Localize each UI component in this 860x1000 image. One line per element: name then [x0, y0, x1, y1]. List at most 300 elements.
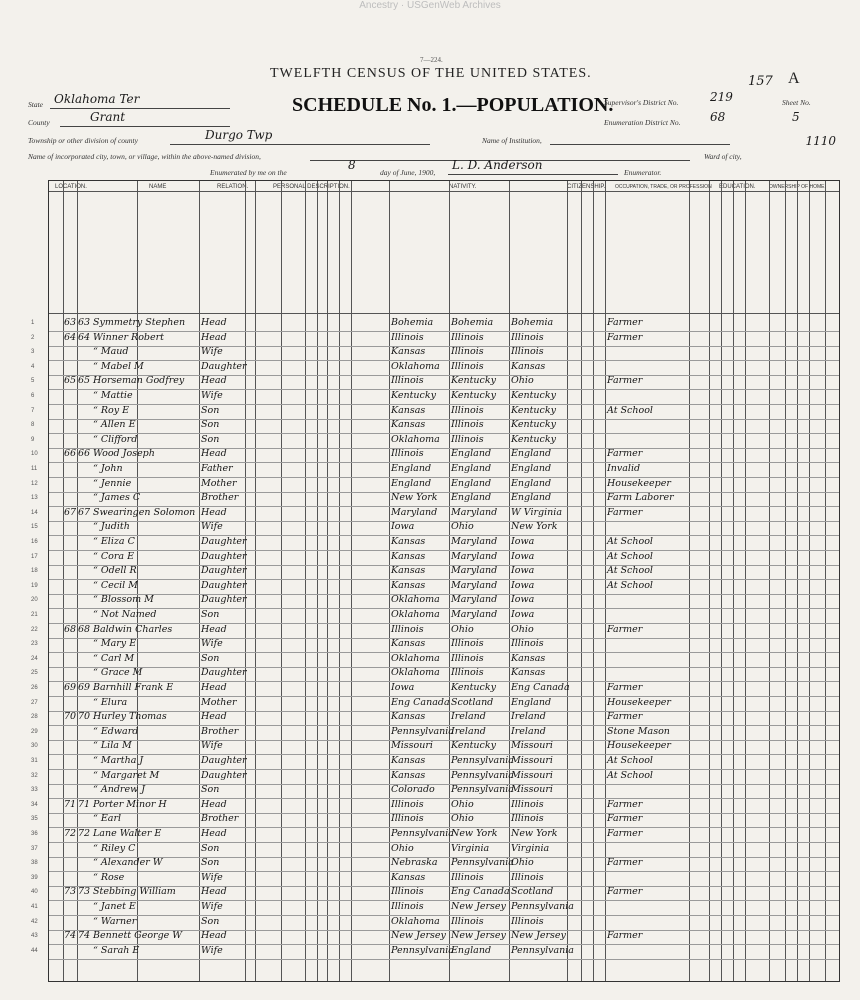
birthplace: Oklahoma — [391, 609, 440, 620]
father-birthplace: Maryland — [451, 579, 498, 591]
col-name: NAME — [149, 184, 167, 190]
birthplace: Pennsylvania — [391, 725, 454, 737]
person-name: “ Cora E — [93, 550, 135, 562]
relation: Son — [201, 784, 220, 796]
father-birthplace: Ireland — [451, 725, 486, 737]
person-name: Lane Walter E — [93, 828, 162, 839]
relation: Son — [201, 433, 220, 445]
line-number: 26 — [31, 685, 38, 691]
page-number: 157 — [748, 74, 773, 89]
relation: Wife — [201, 521, 223, 533]
father-birthplace: England — [451, 944, 492, 956]
father-birthplace: England — [451, 477, 492, 489]
line-number: 21 — [31, 612, 38, 618]
birthplace: Oklahoma — [391, 594, 440, 606]
form-number: 7—224. — [420, 56, 443, 64]
father-birthplace: Illinois — [451, 638, 484, 650]
birthplace: Ohio — [391, 842, 414, 854]
birthplace: Kentucky — [391, 390, 436, 401]
table-row — [31, 842, 839, 857]
relation: Father — [201, 463, 233, 474]
table-row — [31, 667, 839, 681]
birthplace: Kansas — [391, 550, 426, 562]
census-title: TWELFTH CENSUS OF THE UNITED STATES. — [270, 66, 592, 81]
line-number: 16 — [31, 539, 38, 545]
line-number: 36 — [31, 831, 38, 837]
birthplace: Illinois — [391, 798, 424, 810]
dwelling-number: 65 — [64, 375, 77, 387]
table-row — [31, 915, 839, 930]
occupation: Farmer — [607, 828, 643, 839]
enumerator-name: L. D. Anderson — [452, 158, 543, 172]
relation: Daughter — [201, 667, 247, 679]
person-name: “ Edward — [93, 725, 139, 737]
table-row — [31, 857, 839, 871]
line-number: 35 — [31, 816, 38, 823]
father-birthplace: Pennsylvania — [451, 784, 514, 796]
enumeration-number: 68 — [710, 110, 726, 124]
line-number: 13 — [31, 495, 38, 502]
col-citizenship: CITIZENSHIP. — [567, 184, 606, 190]
father-birthplace: New York — [451, 828, 498, 839]
table-row — [31, 944, 839, 959]
mother-birthplace: New York — [511, 521, 558, 533]
table-row — [31, 623, 839, 638]
relation: Wife — [201, 901, 223, 912]
occupation: At School — [607, 565, 653, 577]
father-birthplace: Illinois — [451, 346, 484, 358]
line-number: 20 — [31, 597, 38, 604]
sheet-number: 5 — [792, 110, 800, 124]
birthplace: Kansas — [391, 638, 426, 650]
person-name: Bennett George W — [93, 930, 183, 942]
enumeration-label: Enumeration District No. — [604, 118, 681, 127]
table-row — [31, 725, 839, 740]
township-value: Durgo Twp — [205, 128, 273, 142]
person-name: Baldwin Charles — [93, 623, 173, 635]
table-row — [31, 682, 839, 696]
col-education: EDUCATION. — [719, 184, 756, 190]
birthplace: New Jersey — [391, 930, 446, 942]
table-row — [31, 755, 839, 769]
person-name: “ Jennie — [93, 477, 132, 489]
mother-birthplace: Iowa — [511, 609, 535, 620]
father-birthplace: Kentucky — [451, 375, 496, 387]
person-name: Barnhill Frank E — [93, 682, 174, 693]
relation: Son — [201, 915, 220, 927]
line-number: 37 — [31, 845, 38, 852]
state-value: Oklahoma Ter — [54, 92, 140, 106]
enumerated-label: Enumerated by me on the — [210, 168, 287, 177]
person-name: “ Sarah E — [93, 944, 140, 956]
occupation: At School — [607, 404, 653, 416]
table-row — [31, 711, 839, 725]
mother-birthplace: Ireland — [511, 711, 546, 723]
relation: Head — [201, 828, 227, 839]
birthplace: Missouri — [391, 740, 433, 752]
father-birthplace: England — [451, 492, 492, 504]
line-number: 43 — [31, 933, 38, 940]
occupation: Farm Laborer — [607, 492, 674, 504]
occupation: At School — [607, 579, 653, 591]
person-name: Stebbing William — [93, 886, 176, 898]
occupation: Farmer — [607, 375, 643, 387]
relation: Wife — [201, 944, 223, 956]
dwelling-number: 69 — [64, 682, 77, 693]
table-row — [31, 375, 839, 389]
mother-birthplace: Kentucky — [511, 404, 556, 416]
table-row — [31, 696, 839, 711]
line-number: 33 — [31, 787, 38, 794]
father-birthplace: New Jersey — [451, 901, 506, 912]
father-birthplace: Illinois — [451, 331, 484, 343]
relation: Head — [201, 623, 227, 635]
occupation: Farmer — [607, 506, 643, 518]
person-name: “ Blossom M — [93, 594, 154, 606]
line-number: 30 — [31, 743, 38, 750]
line-number: 23 — [31, 641, 38, 648]
dwelling-number: 68 — [64, 623, 77, 635]
dwelling-number: 67 — [64, 506, 77, 518]
father-birthplace: Pennsylvania — [451, 857, 514, 869]
table-row — [31, 784, 839, 798]
table-row — [31, 886, 839, 900]
birthplace: Illinois — [391, 901, 424, 912]
person-name: “ Mary E — [93, 638, 137, 650]
relation: Brother — [201, 813, 239, 825]
mother-birthplace: Pennsylvania — [511, 901, 574, 912]
relation: Son — [201, 609, 220, 620]
occupation: Farmer — [607, 682, 643, 693]
birthplace: Iowa — [391, 521, 415, 533]
supervisor-number: 219 — [710, 90, 733, 104]
person-name: “ Clifford — [93, 433, 138, 445]
occupation: At School — [607, 536, 653, 547]
table-row — [31, 769, 839, 784]
relation: Head — [201, 317, 227, 328]
table-row — [31, 930, 839, 944]
line-number: 1 — [31, 320, 35, 326]
table-row — [31, 477, 839, 492]
person-name: “ Allen E — [93, 419, 136, 431]
father-birthplace: Illinois — [451, 915, 484, 927]
mother-birthplace: New Jersey — [511, 930, 566, 942]
dwelling-number: 74 — [64, 930, 77, 942]
county-label: County — [28, 118, 50, 127]
relation: Wife — [201, 871, 223, 883]
relation: Wife — [201, 638, 223, 650]
mother-birthplace: Illinois — [511, 331, 544, 343]
occupation: Farmer — [607, 331, 643, 343]
mother-birthplace: Kansas — [511, 360, 546, 372]
father-birthplace: Scotland — [451, 696, 494, 708]
father-birthplace: Maryland — [451, 609, 498, 620]
line-number: 17 — [31, 553, 38, 560]
father-birthplace: Illinois — [451, 871, 484, 883]
table-row — [31, 901, 839, 915]
person-name: Symmetry Stephen — [93, 317, 186, 328]
table-row — [31, 579, 839, 594]
dwelling-number: 64 — [64, 331, 77, 343]
table-row — [31, 740, 839, 754]
occupation: Stone Mason — [607, 725, 670, 737]
line-number: 38 — [31, 860, 38, 867]
family-number: 72 — [78, 828, 91, 839]
occupation: Invalid — [607, 463, 641, 474]
relation: Daughter — [201, 550, 247, 562]
table-row — [31, 609, 839, 623]
mother-birthplace: England — [511, 477, 552, 489]
birthplace: Kansas — [391, 579, 426, 591]
line-number: 42 — [31, 918, 38, 925]
table-row — [31, 871, 839, 886]
person-name: “ Not Named — [93, 609, 157, 620]
mother-birthplace: Illinois — [511, 798, 544, 810]
table-row — [31, 463, 839, 477]
mother-birthplace: Iowa — [511, 536, 535, 547]
father-birthplace: Bohemia — [451, 317, 494, 328]
person-name: “ Mabel M — [93, 360, 144, 372]
mother-birthplace: Ohio — [511, 375, 534, 387]
col-location: LOCATION. — [55, 184, 87, 190]
father-birthplace: Eng Canada — [451, 886, 510, 898]
relation: Son — [201, 842, 220, 854]
mother-birthplace: Kentucky — [511, 433, 556, 445]
family-number: 65 — [78, 375, 91, 387]
father-birthplace: Ohio — [451, 798, 474, 810]
birthplace: Illinois — [391, 623, 424, 635]
line-number: 40 — [31, 889, 38, 896]
table-row — [31, 506, 839, 521]
table-row — [31, 448, 839, 462]
city-label: Name of incorporated city, town, or village, within the above-named division, — [28, 152, 261, 161]
mother-birthplace: Iowa — [511, 579, 535, 591]
relation: Head — [201, 375, 227, 387]
line-number: 22 — [31, 626, 38, 633]
person-name: “ Warner — [93, 915, 137, 927]
birthplace: Illinois — [391, 813, 424, 825]
relation: Head — [201, 506, 227, 518]
relation: Son — [201, 652, 220, 664]
line-number: 14 — [31, 509, 38, 516]
institution-underline — [550, 144, 730, 145]
father-birthplace: Maryland — [451, 506, 498, 518]
occupation: Farmer — [607, 798, 643, 810]
col-nativity: NATIVITY. — [449, 184, 477, 190]
table-row — [31, 828, 839, 842]
occupation: Housekeeper — [607, 740, 671, 752]
father-birthplace: Illinois — [451, 652, 484, 664]
mother-birthplace: Ohio — [511, 857, 534, 869]
occupation: Farmer — [607, 711, 643, 723]
sheet-label: Sheet No. — [782, 98, 811, 107]
line-number: 12 — [31, 480, 38, 487]
birthplace: Kansas — [391, 871, 426, 883]
birthplace: Colorado — [391, 784, 435, 796]
birthplace: Iowa — [391, 682, 415, 693]
father-birthplace: Kentucky — [451, 390, 496, 401]
relation: Head — [201, 448, 227, 460]
table-row — [31, 521, 839, 535]
mother-birthplace: Kansas — [511, 667, 546, 679]
table-row — [31, 390, 839, 404]
occupation: Farmer — [607, 623, 643, 635]
table-row — [31, 317, 839, 331]
day-value: 8 — [348, 158, 356, 172]
mother-birthplace: Ireland — [511, 725, 546, 737]
father-birthplace: Maryland — [451, 550, 498, 562]
table-row — [31, 433, 839, 448]
birthplace: Pennsylvania — [391, 828, 454, 839]
schedule-title: SCHEDULE No. 1.—POPULATION. — [292, 94, 614, 116]
person-name: “ Maud — [93, 346, 129, 358]
line-number: 34 — [31, 801, 38, 808]
mother-birthplace: Iowa — [511, 565, 535, 577]
table-row — [31, 638, 839, 652]
person-name: Swearingen Solomon — [93, 506, 196, 518]
line-number: 8 — [31, 422, 35, 429]
birthplace: Illinois — [391, 375, 424, 387]
birthplace: Illinois — [391, 448, 424, 460]
watermark: Ancestry · USGenWeb Archives — [359, 0, 501, 11]
mother-birthplace: Illinois — [511, 346, 544, 358]
birthplace: Kansas — [391, 536, 426, 547]
person-name: “ Eliza C — [93, 536, 135, 547]
birthplace: Kansas — [391, 769, 426, 781]
relation: Daughter — [201, 594, 247, 606]
mother-birthplace: Eng Canada — [511, 682, 570, 693]
line-number: 19 — [31, 582, 38, 589]
birthplace: New York — [391, 492, 438, 504]
mother-birthplace: Kansas — [511, 652, 546, 664]
mother-birthplace: Illinois — [511, 871, 544, 883]
family-number: 70 — [78, 711, 91, 723]
birthplace: Illinois — [391, 331, 424, 343]
line-number: 11 — [31, 466, 38, 472]
birthplace: Kansas — [391, 404, 426, 416]
occupation: Farmer — [607, 448, 643, 460]
relation: Wife — [201, 346, 223, 358]
occupation: Farmer — [607, 813, 643, 825]
mother-birthplace: Ohio — [511, 623, 534, 635]
person-name: “ Cecil M — [93, 579, 138, 591]
relation: Mother — [201, 696, 237, 708]
mother-birthplace: Bohemia — [511, 317, 554, 328]
person-name: Hurley Thomas — [93, 711, 167, 723]
line-number: 28 — [31, 714, 38, 721]
table-row — [31, 565, 839, 579]
line-number: 27 — [31, 699, 38, 706]
ward-label: Ward of city, — [704, 152, 742, 161]
line-number: 15 — [31, 524, 38, 531]
birthplace: Eng Canada — [391, 696, 450, 708]
mother-birthplace: England — [511, 492, 552, 504]
birthplace: Nebraska — [391, 857, 438, 869]
person-name: “ Rose — [93, 871, 125, 883]
father-birthplace: Ohio — [451, 623, 474, 635]
father-birthplace: New Jersey — [451, 930, 506, 942]
dwelling-number: 71 — [64, 798, 77, 810]
table-row — [31, 492, 839, 506]
occupation: At School — [607, 769, 653, 781]
relation: Head — [201, 331, 227, 343]
mother-birthplace: Illinois — [511, 915, 544, 927]
relation: Brother — [201, 725, 239, 737]
occupation: Farmer — [607, 886, 643, 898]
birthplace: Kansas — [391, 755, 426, 766]
mother-birthplace: Iowa — [511, 550, 535, 562]
mother-birthplace: Missouri — [511, 784, 553, 796]
person-name: Wood Joseph — [93, 448, 155, 460]
relation: Head — [201, 930, 227, 942]
person-name: “ Margaret M — [93, 769, 160, 781]
mother-birthplace: England — [511, 696, 552, 708]
relation: Son — [201, 419, 220, 431]
birthplace: Kansas — [391, 711, 426, 723]
father-birthplace: Maryland — [451, 594, 498, 606]
birthplace: Maryland — [391, 506, 438, 518]
birthplace: Kansas — [391, 419, 426, 431]
table-row — [31, 652, 839, 667]
dwelling-number: 63 — [64, 317, 77, 328]
table-row — [31, 419, 839, 433]
father-birthplace: Kentucky — [451, 740, 496, 752]
mother-birthplace: Illinois — [511, 638, 544, 650]
person-name: “ Lila M — [93, 740, 132, 752]
table-row — [31, 404, 839, 419]
person-name: “ Judith — [93, 521, 130, 533]
enumerator-label: Enumerator. — [624, 168, 662, 177]
line-number: 6 — [31, 393, 35, 399]
relation: Daughter — [201, 579, 247, 591]
line-number: 29 — [31, 728, 38, 735]
mother-birthplace: Scotland — [511, 886, 554, 898]
line-number: 39 — [31, 874, 38, 881]
person-name: Winner Robert — [93, 331, 164, 343]
occupation: At School — [607, 550, 653, 562]
mother-birthplace: Kentucky — [511, 390, 556, 401]
dwelling-number: 73 — [64, 886, 77, 898]
table-row — [31, 331, 839, 346]
occupation: At School — [607, 755, 653, 766]
father-birthplace: Maryland — [451, 536, 498, 547]
person-name: “ Roy E — [93, 404, 130, 416]
father-birthplace: Illinois — [451, 419, 484, 431]
birthplace: Kansas — [391, 346, 426, 358]
father-birthplace: Illinois — [451, 404, 484, 416]
township-label: Township or other division of county — [28, 136, 138, 145]
dwelling-number: 72 — [64, 828, 77, 839]
col-occupation: OCCUPATION, TRADE, OR PROFESSION — [615, 184, 712, 190]
person-name: “ James C — [93, 492, 141, 504]
father-birthplace: England — [451, 463, 492, 474]
birthplace: Oklahoma — [391, 652, 440, 664]
birthplace: England — [391, 463, 432, 474]
relation: Head — [201, 798, 227, 810]
relation: Daughter — [201, 536, 247, 547]
person-name: “ Odell R — [93, 565, 137, 577]
row-rule — [49, 959, 839, 960]
occupation: Housekeeper — [607, 696, 671, 708]
father-birthplace: Illinois — [451, 360, 484, 372]
dwelling-number: 66 — [64, 448, 77, 460]
occupation: Farmer — [607, 317, 643, 328]
family-number: 69 — [78, 682, 91, 693]
corner-note: 1110 — [805, 134, 836, 148]
relation: Daughter — [201, 360, 247, 372]
mother-birthplace: Illinois — [511, 813, 544, 825]
institution-label: Name of Institution, — [482, 136, 542, 145]
